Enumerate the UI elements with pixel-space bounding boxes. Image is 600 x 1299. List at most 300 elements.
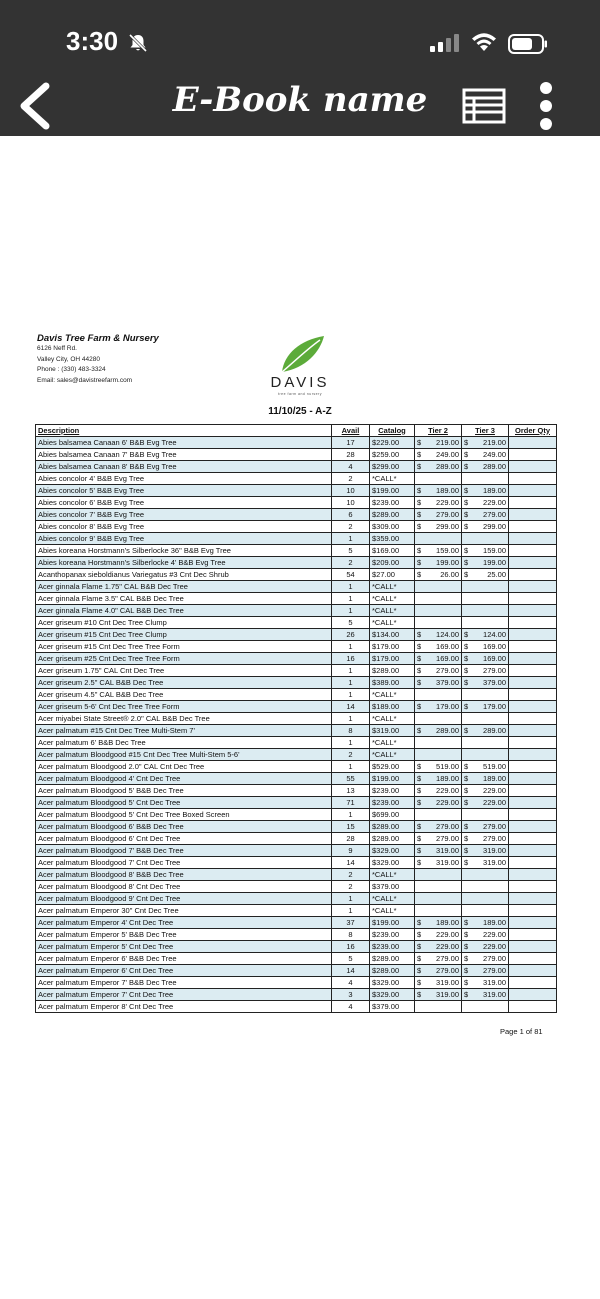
item-order-qty[interactable] <box>509 881 557 893</box>
item-tier2-price <box>415 569 462 581</box>
item-catalog-price: *CALL* <box>370 605 415 617</box>
price-value: 229.00 <box>436 941 459 951</box>
item-order-qty[interactable] <box>509 701 557 713</box>
item-description: Abies koreana Horstmann's Silberlocke 4' B&B Evg Tree <box>36 557 332 569</box>
price-value: 25.00 <box>487 569 506 579</box>
table-row <box>36 953 557 965</box>
item-catalog-price: $289.00 <box>370 833 415 845</box>
item-catalog-price: $699.00 <box>370 809 415 821</box>
item-description: Abies concolor 4' B&B Evg Tree <box>36 473 332 485</box>
item-avail: 8 <box>332 929 370 941</box>
item-order-qty[interactable] <box>509 605 557 617</box>
table-row <box>36 893 557 905</box>
item-order-qty[interactable] <box>509 473 557 485</box>
company-email: Email: sales@davistreefarm.com <box>37 376 133 384</box>
price-value: 229.00 <box>483 497 506 507</box>
price-value: 319.00 <box>483 977 506 987</box>
item-avail: 5 <box>332 545 370 557</box>
item-catalog-price: $199.00 <box>370 773 415 785</box>
price-value: 199.00 <box>483 557 506 567</box>
item-tier3-price <box>462 641 509 653</box>
price-value: 189.00 <box>436 485 459 495</box>
item-order-qty[interactable] <box>509 905 557 917</box>
item-catalog-price: *CALL* <box>370 905 415 917</box>
item-description: Acer palmatum #15 Cnt Dec Tree Multi-Stem 7' <box>36 725 332 737</box>
table-row <box>36 905 557 917</box>
item-description: Abies concolor 7' B&B Evg Tree <box>36 509 332 521</box>
item-order-qty[interactable] <box>509 785 557 797</box>
table-row <box>36 977 557 989</box>
item-catalog-price: $289.00 <box>370 665 415 677</box>
currency-symbol: $ <box>417 521 422 531</box>
item-description: Acer griseum 4.5" CAL B&B Dec Tree <box>36 689 332 701</box>
item-tier2-price <box>415 941 462 953</box>
item-avail: 10 <box>332 485 370 497</box>
price-value: 319.00 <box>483 989 506 999</box>
item-order-qty[interactable] <box>509 629 557 641</box>
item-avail: 5 <box>332 617 370 629</box>
item-tier3-price <box>462 929 509 941</box>
price-value: 159.00 <box>483 545 506 555</box>
item-tier2-price <box>415 641 462 653</box>
currency-symbol: $ <box>464 701 469 711</box>
item-tier3-price <box>462 437 509 449</box>
price-value: 229.00 <box>436 797 459 807</box>
item-order-qty[interactable] <box>509 581 557 593</box>
currency-symbol: $ <box>417 677 422 687</box>
item-tier3-price <box>462 881 509 893</box>
item-order-qty[interactable] <box>509 953 557 965</box>
item-order-qty[interactable] <box>509 521 557 533</box>
price-value: 249.00 <box>483 449 506 459</box>
table-row <box>36 773 557 785</box>
item-tier2-price <box>415 953 462 965</box>
price-value: 219.00 <box>483 437 506 447</box>
item-tier2-price <box>415 785 462 797</box>
currency-symbol: $ <box>417 965 422 975</box>
item-tier3-price <box>462 461 509 473</box>
company-info <box>37 333 159 386</box>
item-order-qty[interactable] <box>509 869 557 881</box>
currency-symbol: $ <box>464 545 469 555</box>
price-value: 229.00 <box>436 929 459 939</box>
item-order-qty[interactable] <box>509 821 557 833</box>
table-row <box>36 593 557 605</box>
item-catalog-price: *CALL* <box>370 617 415 629</box>
price-value: 179.00 <box>483 701 506 711</box>
item-catalog-price: $289.00 <box>370 953 415 965</box>
price-value: 279.00 <box>483 965 506 975</box>
item-avail: 17 <box>332 437 370 449</box>
item-order-qty[interactable] <box>509 857 557 869</box>
item-description: Acer palmatum Emperor 6' Cnt Dec Tree <box>36 965 332 977</box>
table-row <box>36 521 557 533</box>
item-catalog-price: $319.00 <box>370 725 415 737</box>
currency-symbol: $ <box>417 833 422 843</box>
item-tier2-price <box>415 809 462 821</box>
item-order-qty[interactable] <box>509 665 557 677</box>
currency-symbol: $ <box>464 785 469 795</box>
currency-symbol: $ <box>464 773 469 783</box>
item-description: Acer palmatum 6' B&B Dec Tree <box>36 737 332 749</box>
item-tier2-price <box>415 497 462 509</box>
item-tier2-price <box>415 677 462 689</box>
item-order-qty[interactable] <box>509 929 557 941</box>
item-description: Acer palmatum Emperor 30" Cnt Dec Tree <box>36 905 332 917</box>
price-value: 124.00 <box>483 629 506 639</box>
item-description: Acer palmatum Bloodgood 9' Cnt Dec Tree <box>36 893 332 905</box>
item-order-qty[interactable] <box>509 689 557 701</box>
ebook-title: E-Book name <box>172 80 428 120</box>
item-avail: 71 <box>332 797 370 809</box>
item-tier2-price <box>415 797 462 809</box>
item-tier2-price <box>415 449 462 461</box>
price-value: 189.00 <box>483 917 506 927</box>
table-row <box>36 809 557 821</box>
price-value: 289.00 <box>483 461 506 471</box>
item-avail: 2 <box>332 473 370 485</box>
price-table <box>35 424 557 1013</box>
item-avail: 5 <box>332 953 370 965</box>
price-table-body <box>36 437 557 1013</box>
item-tier3-price <box>462 509 509 521</box>
item-catalog-price: $329.00 <box>370 857 415 869</box>
currency-symbol: $ <box>417 497 422 507</box>
currency-symbol: $ <box>417 953 422 963</box>
item-tier3-price <box>462 485 509 497</box>
item-description: Acer palmatum Emperor 5' B&B Dec Tree <box>36 929 332 941</box>
currency-symbol: $ <box>464 857 469 867</box>
item-tier3-price <box>462 689 509 701</box>
item-description: Acer palmatum Bloodgood 2.0" CAL Cnt Dec Tree <box>36 761 332 773</box>
table-of-contents-icon[interactable] <box>462 88 506 124</box>
item-order-qty[interactable] <box>509 845 557 857</box>
item-order-qty[interactable] <box>509 1001 557 1013</box>
currency-symbol: $ <box>417 797 422 807</box>
currency-symbol: $ <box>464 725 469 735</box>
currency-symbol: $ <box>464 653 469 663</box>
item-avail: 3 <box>332 989 370 1001</box>
currency-symbol: $ <box>464 821 469 831</box>
table-row <box>36 557 557 569</box>
item-tier3-price <box>462 833 509 845</box>
currency-symbol: $ <box>417 773 422 783</box>
item-order-qty[interactable] <box>509 965 557 977</box>
item-order-qty[interactable] <box>509 917 557 929</box>
item-catalog-price: $329.00 <box>370 989 415 1001</box>
price-value: 279.00 <box>436 665 459 675</box>
item-order-qty[interactable] <box>509 977 557 989</box>
item-tier3-price <box>462 905 509 917</box>
item-order-qty[interactable] <box>509 773 557 785</box>
item-tier3-price <box>462 965 509 977</box>
table-row <box>36 497 557 509</box>
price-value: 319.00 <box>436 989 459 999</box>
header-tier3: Tier 3 <box>462 425 509 437</box>
currency-symbol: $ <box>417 977 422 987</box>
item-description: Abies concolor 9' B&B Evg Tree <box>36 533 332 545</box>
table-row <box>36 713 557 725</box>
table-row <box>36 929 557 941</box>
header-description: Description <box>36 425 332 437</box>
item-order-qty[interactable] <box>509 833 557 845</box>
item-tier3-price <box>462 593 509 605</box>
item-avail: 2 <box>332 557 370 569</box>
table-row <box>36 785 557 797</box>
item-avail: 1 <box>332 689 370 701</box>
table-row <box>36 821 557 833</box>
item-order-qty[interactable] <box>509 485 557 497</box>
item-order-qty[interactable] <box>509 725 557 737</box>
currency-symbol: $ <box>464 941 469 951</box>
item-tier2-price <box>415 893 462 905</box>
item-avail: 28 <box>332 833 370 845</box>
currency-symbol: $ <box>464 929 469 939</box>
item-order-qty[interactable] <box>509 641 557 653</box>
item-tier2-price <box>415 509 462 521</box>
item-avail: 1 <box>332 713 370 725</box>
signal-icon <box>430 34 460 52</box>
item-description: Acer griseum #15 Cnt Dec Tree Tree Form <box>36 641 332 653</box>
price-value: 279.00 <box>483 509 506 519</box>
table-row <box>36 857 557 869</box>
table-row <box>36 677 557 689</box>
item-description: Acer palmatum Bloodgood 6' Cnt Dec Tree <box>36 833 332 845</box>
item-tier2-price <box>415 437 462 449</box>
currency-symbol: $ <box>464 845 469 855</box>
item-tier3-price <box>462 449 509 461</box>
item-description: Acer palmatum Emperor 7' B&B Dec Tree <box>36 977 332 989</box>
item-order-qty[interactable] <box>509 557 557 569</box>
item-tier2-price <box>415 1001 462 1013</box>
item-description: Acer palmatum Bloodgood 7' B&B Dec Tree <box>36 845 332 857</box>
item-tier3-price <box>462 941 509 953</box>
item-tier2-price <box>415 557 462 569</box>
item-avail: 8 <box>332 725 370 737</box>
item-avail: 1 <box>332 761 370 773</box>
currency-symbol: $ <box>464 497 469 507</box>
price-value: 229.00 <box>436 785 459 795</box>
item-tier3-price <box>462 629 509 641</box>
item-order-qty[interactable] <box>509 713 557 725</box>
table-row <box>36 749 557 761</box>
item-tier2-price <box>415 689 462 701</box>
currency-symbol: $ <box>464 833 469 843</box>
price-value: 319.00 <box>483 857 506 867</box>
item-catalog-price: $239.00 <box>370 797 415 809</box>
item-tier3-price <box>462 761 509 773</box>
item-catalog-price: $239.00 <box>370 941 415 953</box>
nav-bar <box>0 76 600 136</box>
item-tier2-price <box>415 761 462 773</box>
item-tier2-price <box>415 701 462 713</box>
item-avail: 1 <box>332 677 370 689</box>
item-order-qty[interactable] <box>509 545 557 557</box>
currency-symbol: $ <box>417 449 422 459</box>
back-chevron-icon[interactable] <box>14 82 58 130</box>
item-description: Acer griseum 1.75" CAL Cnt Dec Tree <box>36 665 332 677</box>
item-description: Acer ginnala Flame 4.0" CAL B&B Dec Tree <box>36 605 332 617</box>
table-row <box>36 797 557 809</box>
price-value: 279.00 <box>436 821 459 831</box>
item-description: Acer palmatum Bloodgood 8' Cnt Dec Tree <box>36 881 332 893</box>
item-catalog-price: $169.00 <box>370 545 415 557</box>
item-tier3-price <box>462 773 509 785</box>
item-tier2-price <box>415 965 462 977</box>
item-tier2-price <box>415 821 462 833</box>
item-avail: 6 <box>332 509 370 521</box>
item-tier2-price <box>415 749 462 761</box>
currency-symbol: $ <box>417 461 422 471</box>
price-value: 279.00 <box>436 509 459 519</box>
item-description: Abies concolor 6' B&B Evg Tree <box>36 497 332 509</box>
status-time: 3:30 <box>66 26 119 56</box>
item-avail: 1 <box>332 905 370 917</box>
item-avail: 15 <box>332 821 370 833</box>
item-catalog-price: $239.00 <box>370 929 415 941</box>
item-tier3-price <box>462 569 509 581</box>
item-order-qty[interactable] <box>509 797 557 809</box>
item-order-qty[interactable] <box>509 893 557 905</box>
price-value: 169.00 <box>436 653 459 663</box>
currency-symbol: $ <box>417 725 422 735</box>
currency-symbol: $ <box>464 953 469 963</box>
item-description: Abies concolor 5' B&B Evg Tree <box>36 485 332 497</box>
item-tier3-price <box>462 749 509 761</box>
item-avail: 1 <box>332 533 370 545</box>
item-tier3-price <box>462 713 509 725</box>
item-tier3-price <box>462 917 509 929</box>
item-catalog-price: *CALL* <box>370 689 415 701</box>
currency-symbol: $ <box>417 917 422 927</box>
company-phone: Phone : (330) 483-3324 <box>37 366 106 373</box>
item-order-qty[interactable] <box>509 497 557 509</box>
item-description: Acer palmatum Emperor 7' Cnt Dec Tree <box>36 989 332 1001</box>
table-row <box>36 545 557 557</box>
table-header-row <box>36 425 557 437</box>
price-value: 229.00 <box>483 941 506 951</box>
item-catalog-price: $379.00 <box>370 881 415 893</box>
price-value: 319.00 <box>436 857 459 867</box>
item-catalog-price: *CALL* <box>370 581 415 593</box>
currency-symbol: $ <box>417 557 422 567</box>
currency-symbol: $ <box>464 449 469 459</box>
price-value: 519.00 <box>483 761 506 771</box>
item-catalog-price: $289.00 <box>370 965 415 977</box>
item-catalog-price: $309.00 <box>370 521 415 533</box>
table-row <box>36 629 557 641</box>
item-avail: 10 <box>332 497 370 509</box>
item-tier3-price <box>462 953 509 965</box>
currency-symbol: $ <box>417 701 422 711</box>
wifi-icon <box>470 31 498 53</box>
item-tier3-price <box>462 533 509 545</box>
item-order-qty[interactable] <box>509 509 557 521</box>
item-description: Acer palmatum Bloodgood 5' B&B Dec Tree <box>36 785 332 797</box>
currency-symbol: $ <box>464 641 469 651</box>
item-avail: 1 <box>332 737 370 749</box>
currency-symbol: $ <box>464 965 469 975</box>
item-tier2-price <box>415 833 462 845</box>
currency-symbol: $ <box>417 761 422 771</box>
item-description: Abies balsamea Canaan 6' B&B Evg Tree <box>36 437 332 449</box>
item-avail: 26 <box>332 629 370 641</box>
table-row <box>36 473 557 485</box>
item-order-qty[interactable] <box>509 761 557 773</box>
table-row <box>36 869 557 881</box>
item-catalog-price: $179.00 <box>370 641 415 653</box>
company-address: 6126 Neff Rd. <box>37 345 77 352</box>
item-description: Acer palmatum Bloodgood 6' B&B Dec Tree <box>36 821 332 833</box>
item-order-qty[interactable] <box>509 809 557 821</box>
item-order-qty[interactable] <box>509 461 557 473</box>
item-catalog-price: $359.00 <box>370 533 415 545</box>
table-row <box>36 965 557 977</box>
item-order-qty[interactable] <box>509 749 557 761</box>
item-tier2-price <box>415 593 462 605</box>
table-row <box>36 1001 557 1013</box>
item-tier3-price <box>462 797 509 809</box>
item-avail: 1 <box>332 665 370 677</box>
item-order-qty[interactable] <box>509 533 557 545</box>
table-row <box>36 569 557 581</box>
item-order-qty[interactable] <box>509 941 557 953</box>
currency-symbol: $ <box>464 977 469 987</box>
currency-symbol: $ <box>417 785 422 795</box>
table-row <box>36 761 557 773</box>
item-tier3-price <box>462 845 509 857</box>
item-description: Acer palmatum Bloodgood 5' Cnt Dec Tree <box>36 797 332 809</box>
table-row <box>36 437 557 449</box>
price-value: 26.00 <box>440 569 459 579</box>
item-description: Acer ginnala Flame 3.5" CAL B&B Dec Tree <box>36 593 332 605</box>
item-order-qty[interactable] <box>509 653 557 665</box>
table-row <box>36 725 557 737</box>
item-order-qty[interactable] <box>509 569 557 581</box>
item-description: Acer griseum #15 Cnt Dec Tree Clump <box>36 629 332 641</box>
leaf-logo-icon <box>276 334 326 374</box>
item-tier3-price <box>462 545 509 557</box>
price-value: 229.00 <box>483 785 506 795</box>
currency-symbol: $ <box>464 569 469 579</box>
item-description: Acer palmatum Bloodgood #15 Cnt Dec Tree Multi-Stem 5-6' <box>36 749 332 761</box>
currency-symbol: $ <box>417 569 422 579</box>
currency-symbol: $ <box>417 653 422 663</box>
item-order-qty[interactable] <box>509 617 557 629</box>
currency-symbol: $ <box>417 545 422 555</box>
item-order-qty[interactable] <box>509 593 557 605</box>
table-row <box>36 449 557 461</box>
item-order-qty[interactable] <box>509 449 557 461</box>
item-order-qty[interactable] <box>509 737 557 749</box>
price-value: 189.00 <box>483 773 506 783</box>
item-avail: 1 <box>332 605 370 617</box>
item-order-qty[interactable] <box>509 989 557 1001</box>
item-description: Acer griseum 2.5" CAL B&B Dec Tree <box>36 677 332 689</box>
item-order-qty[interactable] <box>509 677 557 689</box>
table-row <box>36 533 557 545</box>
item-catalog-price: *CALL* <box>370 737 415 749</box>
table-row <box>36 653 557 665</box>
more-vertical-icon[interactable] <box>528 80 564 132</box>
item-tier3-price <box>462 821 509 833</box>
table-row <box>36 989 557 1001</box>
item-tier2-price <box>415 653 462 665</box>
item-order-qty[interactable] <box>509 437 557 449</box>
price-value: 319.00 <box>483 845 506 855</box>
price-value: 289.00 <box>436 725 459 735</box>
currency-symbol: $ <box>464 761 469 771</box>
